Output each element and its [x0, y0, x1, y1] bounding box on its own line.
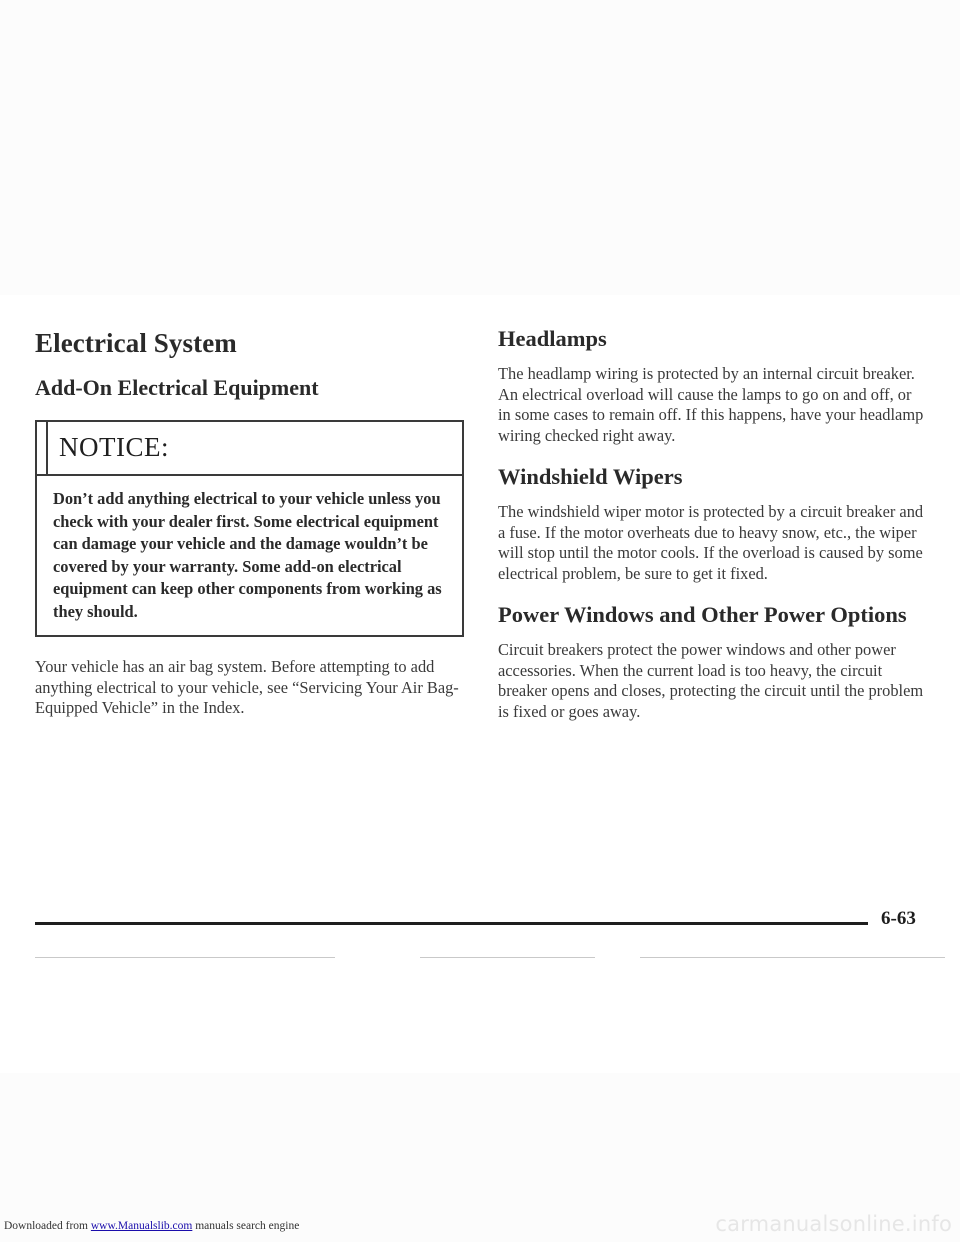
page-number: 6-63: [881, 908, 916, 929]
notice-title: NOTICE:: [59, 432, 169, 462]
manualslib-link[interactable]: www.Manualslib.com: [90, 1220, 193, 1232]
scan-line-middle: [420, 957, 595, 958]
air-bag-paragraph: Your vehicle has an air bag system. Before attempting to add anything electrical to your vehicle, see “Servicing Your Air Bag-Equipped Vehicle” in the Index.: [35, 657, 459, 717]
headlamps-heading: Headlamps: [498, 326, 607, 351]
subsection-title: Add-On Electrical Equipment: [35, 375, 319, 400]
download-suffix: manuals search engine: [195, 1220, 300, 1232]
notice-header: [37, 422, 462, 476]
watermark: carmanualsonline.info: [715, 1212, 952, 1236]
download-note: [4, 1220, 299, 1232]
download-prefix: Downloaded from: [4, 1220, 88, 1232]
notice-body: Don’t add anything electrical to your vehicle unless you check with your dealer first. Some electrical equipment can damage your vehicle and the damage wouldn’t be covered by your warranty. Some add-on electrical equipment can keep other components from working as they should.: [53, 489, 442, 621]
footer-rule: [35, 922, 868, 925]
section-title: Electrical System: [35, 328, 237, 358]
notice-header-bar: [37, 422, 48, 474]
windshield-wipers-heading: Windshield Wipers: [498, 464, 683, 489]
windshield-wipers-text: The windshield wiper motor is protected by a circuit breaker and a fuse. If the motor overheats due to heavy snow, etc., the wiper will stop until the motor cools. If the overload is caused by some electrical problem, be sure to get it fixed.: [498, 502, 924, 583]
right-column: [498, 326, 928, 722]
scan-line-left: [35, 957, 335, 958]
power-windows-text: Circuit breakers protect the power windows and other power accessories. When the current load is too heavy, the circuit breaker opens and closes, protecting the circuit until the problem is fixed or goes away.: [498, 640, 924, 721]
scan-line-right: [640, 957, 945, 958]
left-column: [35, 328, 468, 719]
notice-box: [35, 420, 464, 637]
headlamps-text: The headlamp wiring is protected by an internal circuit breaker. An electrical overload will cause the lamps to go on and off, or in some cases to remain off. If this happens, have your headlamp wiring checked right away.: [498, 364, 924, 445]
power-windows-heading: Power Windows and Other Power Options: [498, 602, 907, 627]
